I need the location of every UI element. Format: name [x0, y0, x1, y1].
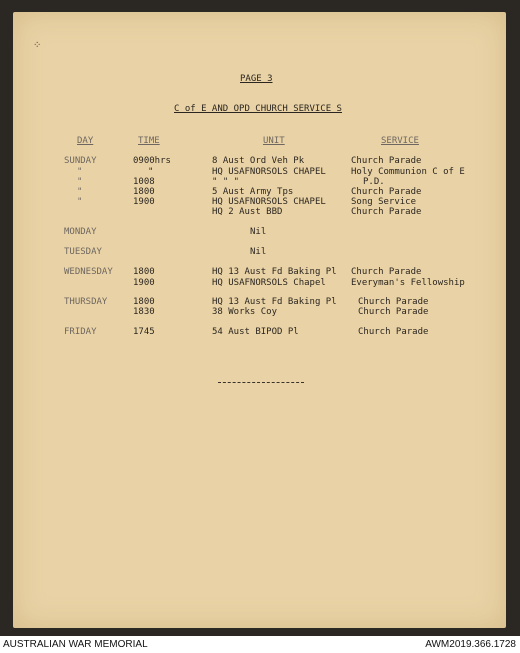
table-row-day: " [77, 177, 83, 187]
table-row-day: " [77, 187, 83, 197]
table-row-day: MONDAY [64, 227, 97, 237]
table-row-time: 0900hrs [133, 156, 171, 166]
table-row-unit: 8 Aust Ord Veh Pk [212, 156, 305, 166]
page-label: PAGE 3 [240, 74, 273, 84]
table-row-unit: 38 Works Coy [212, 307, 278, 317]
table-row-unit: " " " [212, 177, 240, 187]
table-row-unit: HQ 13 Aust Fd Baking Pl [212, 267, 337, 277]
handwritten-mark: ⁘ [33, 40, 42, 51]
table-row-day: WEDNESDAY [64, 267, 113, 277]
table-row-unit: 54 Aust BIPOD Pl [212, 327, 299, 337]
table-row-time: 1800 [133, 187, 155, 197]
table-row-time: 1800 [133, 267, 155, 277]
table-row-unit: 5 Aust Army Tps [212, 187, 294, 197]
column-header-service: SERVICE [381, 136, 419, 146]
table-row-service: Song Service [351, 197, 417, 207]
divider-line [218, 382, 304, 383]
table-row-unit: HQ 13 Aust Fd Baking Pl [212, 297, 337, 307]
table-row-service: Church Parade [358, 327, 429, 337]
table-row-time: 1008 [133, 177, 155, 187]
table-row-unit: HQ USAFNORSOLS CHAPEL [212, 167, 326, 177]
table-row-time: 1900 [133, 197, 155, 207]
table-row-day: " [77, 197, 83, 207]
table-row-day: TUESDAY [64, 247, 102, 257]
table-row-service: Church Parade [358, 297, 429, 307]
table-row-service: Everyman's Fellowship [351, 278, 465, 288]
table-row-time: 1830 [133, 307, 155, 317]
table-row-day: " [77, 167, 83, 177]
column-header-unit: UNIT [263, 136, 285, 146]
footer-accession-number: AWM2019.366.1728 [425, 639, 516, 650]
table-row-time: " [148, 167, 154, 177]
table-row-service: Church Parade [358, 307, 429, 317]
table-row-service: Church Parade [351, 187, 422, 197]
table-row-service: Church Parade [351, 207, 422, 217]
table-row-day: FRIDAY [64, 327, 97, 337]
table-row-service: Holy Communion C of E [351, 167, 465, 177]
footer-bar [0, 636, 520, 653]
table-row-service: P.D. [363, 177, 385, 187]
table-row-service: Church Parade [351, 156, 422, 166]
table-row-unit: HQ 2 Aust BBD [212, 207, 283, 217]
table-row-time: 1745 [133, 327, 155, 337]
column-header-day: DAY [77, 136, 94, 146]
table-row-unit: Nil [250, 227, 267, 237]
table-row-service: Church Parade [351, 267, 422, 277]
table-row-day: SUNDAY [64, 156, 97, 166]
table-row-time: 1800 [133, 297, 155, 307]
table-row-time: 1900 [133, 278, 155, 288]
column-header-time: TIME [138, 136, 160, 146]
table-row-unit: HQ USAFNORSOLS CHAPEL [212, 197, 326, 207]
footer-source-label: AUSTRALIAN WAR MEMORIAL [3, 639, 148, 650]
table-row-unit: Nil [250, 247, 267, 257]
document-title: C of E AND OPD CHURCH SERVICE S [174, 104, 342, 114]
table-row-day: THURSDAY [64, 297, 108, 307]
table-row-unit: HQ USAFNORSOLS Chapel [212, 278, 326, 288]
